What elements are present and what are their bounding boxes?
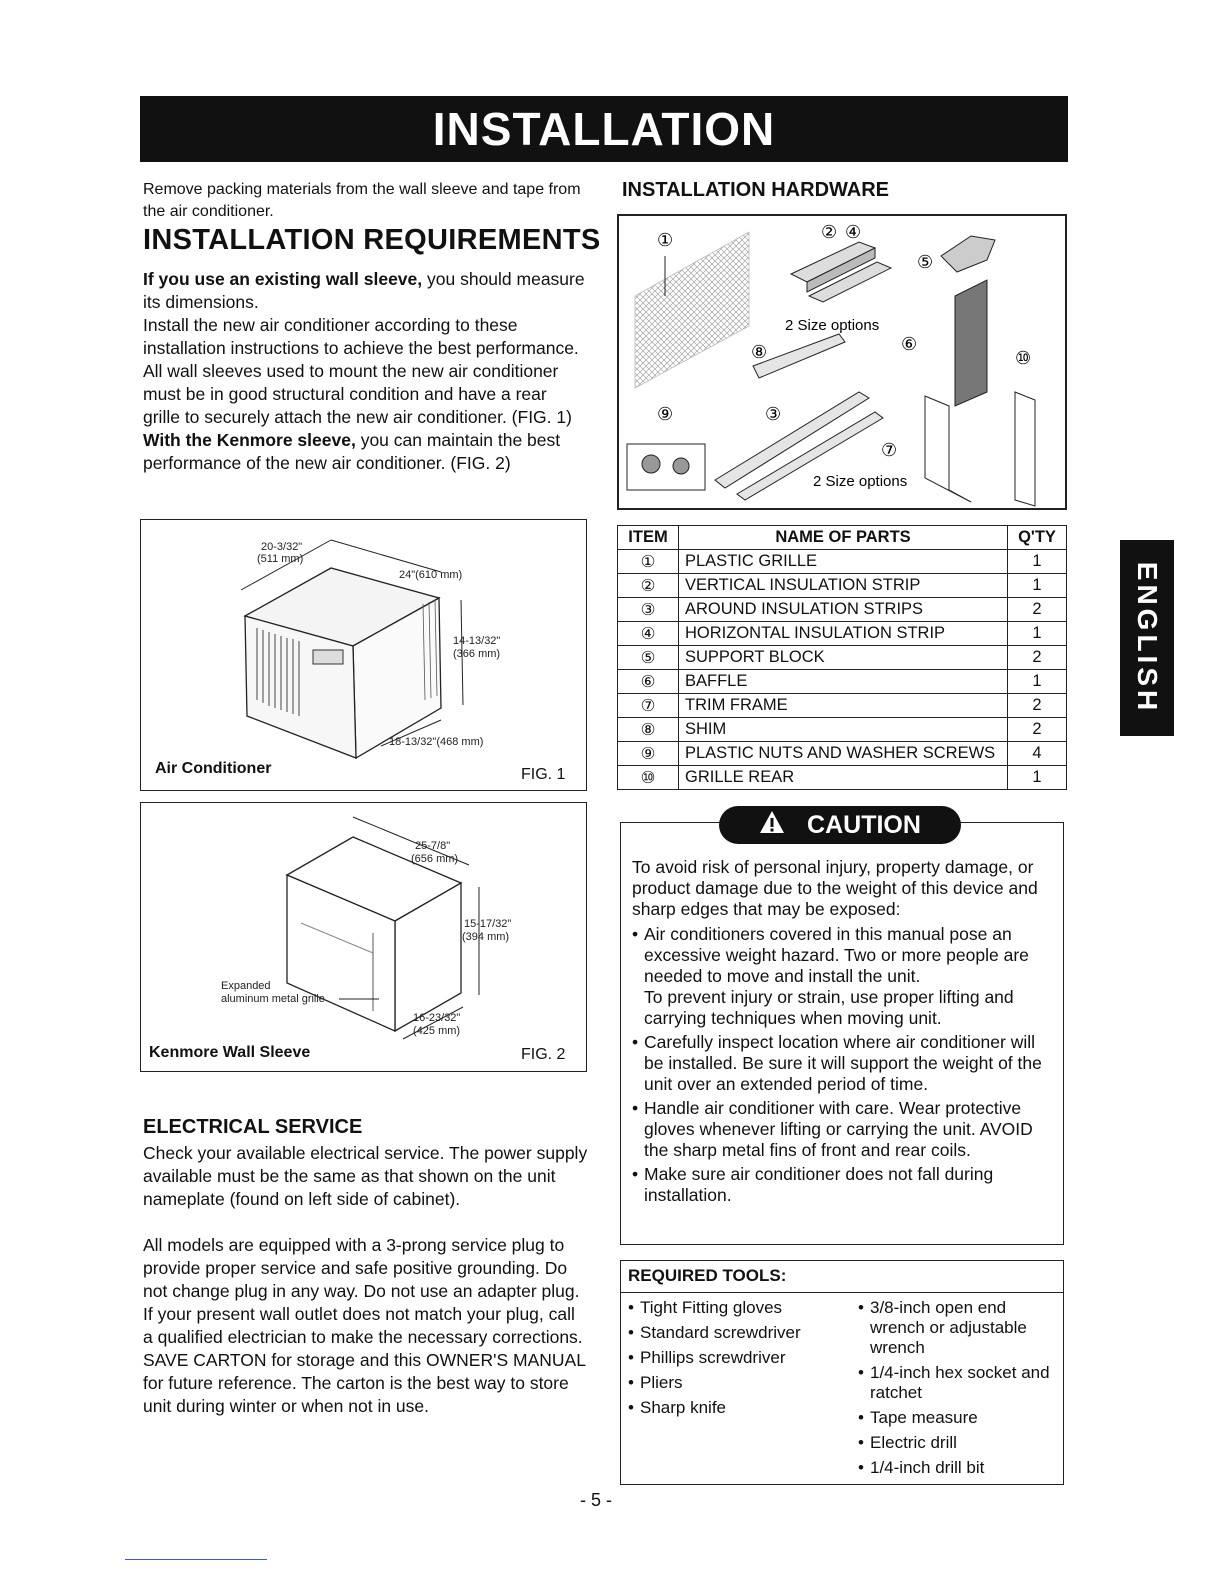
fig2-dim-height-mm: (394 mm): [462, 931, 510, 943]
caution-text: [632, 857, 1057, 1209]
table-row: [618, 742, 1067, 766]
item-no: ③: [618, 598, 679, 622]
item-no: ⑧: [618, 718, 679, 742]
fig1-box: [140, 519, 587, 791]
fig1-dim-depth: 24"(610 mm): [399, 569, 463, 581]
warning-triangle-icon: [759, 807, 785, 845]
caution-badge: [719, 806, 961, 844]
part-name: SUPPORT BLOCK: [679, 646, 1008, 670]
col-item: ITEM: [618, 526, 679, 550]
req-p2: Install the new air conditioner according to these installation instructions to achieve the best performance. All wall sleeves used to mount the new air conditioner must be in good structural condition and have a rear grille to securely attach the new air conditioner. (FIG. 1): [143, 315, 579, 427]
air-conditioner-illustration: [141, 520, 588, 792]
col-qty: Q'TY: [1008, 526, 1067, 550]
table-row: [618, 574, 1067, 598]
table-row: [618, 670, 1067, 694]
part-name: TRIM FRAME: [679, 694, 1008, 718]
callout-2: ②: [821, 222, 838, 242]
tools-heading: REQUIRED TOOLS:: [628, 1266, 787, 1285]
req-p1-bold: If you use an existing wall sleeve,: [143, 269, 423, 289]
part-qty: 1: [1008, 766, 1067, 790]
table-row: [618, 622, 1067, 646]
size-options-label-1: 2 Size options: [785, 317, 880, 334]
fig2-dim-depth: 25-7/8": [415, 840, 451, 852]
fig1-caption: Air Conditioner: [155, 760, 272, 777]
wall-sleeve-illustration: [141, 803, 588, 1073]
item-no: ②: [618, 574, 679, 598]
caution-bullet: • Make sure air conditioner does not fall during installation.: [632, 1164, 1057, 1206]
req-p3-rest: you can maintain the best performance of the new air conditioner. (FIG. 2): [143, 430, 561, 473]
language-tab-label: ENGLISH: [1132, 561, 1163, 715]
tools-divider: [620, 1292, 1064, 1293]
electrical-p2: All models are equipped with a 3-prong service plug to provide proper service and safe positive grounding. Do not change plug in any way. Do not use an adapter plug. If your present wall outlet does not match your plug, call a qualified electrician to make the necessary corrections. SAVE CARTON for storage and this OWNER'S MANUAL for future reference. The carton is the best way to store unit during winter or when not in use.: [143, 1235, 586, 1416]
fig1-dim-width: 20-3/32": [261, 541, 303, 553]
item-no: ①: [618, 550, 679, 574]
list-item: • 3/8-inch open end wrench or adjustable wrench: [858, 1298, 1058, 1358]
table-row: [618, 598, 1067, 622]
callout-1: ①: [657, 230, 674, 250]
part-qty: 1: [1008, 550, 1067, 574]
part-name: GRILLE REAR: [679, 766, 1008, 790]
caution-bullet: • Handle air conditioner with care. Wear protective gloves whenever lifting or carrying the unit. AVOID the sharp metal fins of front and rear coils.: [632, 1098, 1057, 1161]
item-no: ⑩: [618, 766, 679, 790]
electrical-p1: Check your available electrical service. The power supply available must be the same as that shown on the unit nameplate (found on left side of cabinet).: [143, 1143, 588, 1209]
part-name: AROUND INSULATION STRIPS: [679, 598, 1008, 622]
fig2-caption: Kenmore Wall Sleeve: [149, 1044, 311, 1061]
fig1-label: FIG. 1: [521, 766, 566, 783]
hardware-heading: INSTALLATION HARDWARE: [622, 179, 890, 201]
fig1-dim-height: 14-13/32": [453, 635, 501, 647]
list-item: • Electric drill: [858, 1433, 1058, 1453]
tools-left-list: [628, 1298, 843, 1423]
fig2-dim-width: 16-23/32": [413, 1012, 461, 1024]
intro-text: Remove packing materials from the wall sleeve and tape from the air conditioner.: [143, 181, 581, 220]
part-qty: 1: [1008, 622, 1067, 646]
table-row: [618, 718, 1067, 742]
callout-8: ⑧: [751, 342, 768, 362]
fig2-box: [140, 802, 587, 1072]
fig2-grille-label-2: aluminum metal grille: [221, 993, 325, 1005]
caution-bullet-extra: To prevent injury or strain, use proper lifting and carrying techniques when moving unit.: [644, 987, 1014, 1028]
callout-7: ⑦: [881, 440, 898, 460]
fig2-grille-label-1: Expanded: [221, 980, 271, 992]
fig2-dim-depth-mm: (656 mm): [411, 853, 459, 865]
bottom-rule: [125, 1559, 267, 1560]
req-p3-bold: With the Kenmore sleeve,: [143, 430, 356, 450]
table-row: [618, 550, 1067, 574]
part-qty: 4: [1008, 742, 1067, 766]
hardware-illustration: [619, 216, 1065, 508]
item-no: ④: [618, 622, 679, 646]
fig2-dim-width-mm: (425 mm): [413, 1025, 461, 1037]
electrical-heading: ELECTRICAL SERVICE: [143, 1116, 363, 1138]
list-item: • Standard screwdriver: [628, 1323, 843, 1343]
part-qty: 1: [1008, 670, 1067, 694]
requirements-heading: INSTALLATION REQUIREMENTS: [143, 224, 601, 256]
caution-intro: To avoid risk of personal injury, property damage, or product damage due to the weight of this device and sharp edges that may be exposed:: [632, 857, 1038, 919]
part-name: HORIZONTAL INSULATION STRIP: [679, 622, 1008, 646]
part-qty: 1: [1008, 574, 1067, 598]
item-no: ⑥: [618, 670, 679, 694]
item-no: ⑤: [618, 646, 679, 670]
callout-6: ⑥: [901, 334, 918, 354]
part-name: VERTICAL INSULATION STRIP: [679, 574, 1008, 598]
part-qty: 2: [1008, 718, 1067, 742]
callout-10: ⑩: [1015, 348, 1032, 368]
fig1-dim-height-mm: (366 mm): [453, 648, 501, 660]
caution-bullet-text: Air conditioners covered in this manual pose an excessive weight hazard. Two or more people are needed to move and install the unit.: [644, 924, 1029, 986]
list-item: • Phillips screwdriver: [628, 1348, 843, 1368]
req-p1-rest: you should measure its dimensions.: [143, 269, 585, 312]
hardware-diagram: [617, 214, 1067, 510]
page-number: - 5 -: [580, 1490, 613, 1510]
callout-9: ⑨: [657, 404, 674, 424]
table-row: [618, 766, 1067, 790]
table-row: [618, 646, 1067, 670]
part-name: PLASTIC NUTS AND WASHER SCREWS: [679, 742, 1008, 766]
language-tab: [1120, 540, 1174, 736]
list-item: • Tight Fitting gloves: [628, 1298, 843, 1318]
requirements-body: [143, 268, 588, 475]
table-row: [618, 694, 1067, 718]
callout-4: ④: [845, 222, 862, 242]
callout-5: ⑤: [917, 252, 934, 272]
caution-title: CAUTION: [807, 811, 921, 839]
list-item: • 1/4-inch hex socket and ratchet: [858, 1363, 1058, 1403]
fig2-dim-height: 15-17/32": [464, 918, 512, 930]
item-no: ⑨: [618, 742, 679, 766]
list-item: • Sharp knife: [628, 1398, 843, 1418]
list-item: • Tape measure: [858, 1408, 1058, 1428]
caution-bullet: [632, 924, 1057, 1029]
size-options-label-2: 2 Size options: [813, 473, 908, 490]
fig1-dim-bottom: 18-13/32"(468 mm): [389, 736, 484, 748]
part-name: BAFFLE: [679, 670, 1008, 694]
list-item: • 1/4-inch drill bit: [858, 1458, 1058, 1478]
fig2-label: FIG. 2: [521, 1046, 566, 1063]
caution-bullet: • Carefully inspect location where air conditioner will be installed. Be sure it will support the weight of the unit over an extended period of time.: [632, 1032, 1057, 1095]
callout-3: ③: [765, 404, 782, 424]
part-name: SHIM: [679, 718, 1008, 742]
list-item: • Pliers: [628, 1373, 843, 1393]
item-no: ⑦: [618, 694, 679, 718]
tools-right-list: [858, 1298, 1058, 1483]
parts-table: [617, 525, 1067, 790]
fig1-dim-width-mm: (511 mm): [257, 553, 304, 565]
col-name: NAME OF PARTS: [679, 526, 1008, 550]
part-name: PLASTIC GRILLE: [679, 550, 1008, 574]
part-qty: 2: [1008, 598, 1067, 622]
part-qty: 2: [1008, 646, 1067, 670]
part-qty: 2: [1008, 694, 1067, 718]
page-banner-title: INSTALLATION: [140, 96, 1068, 162]
